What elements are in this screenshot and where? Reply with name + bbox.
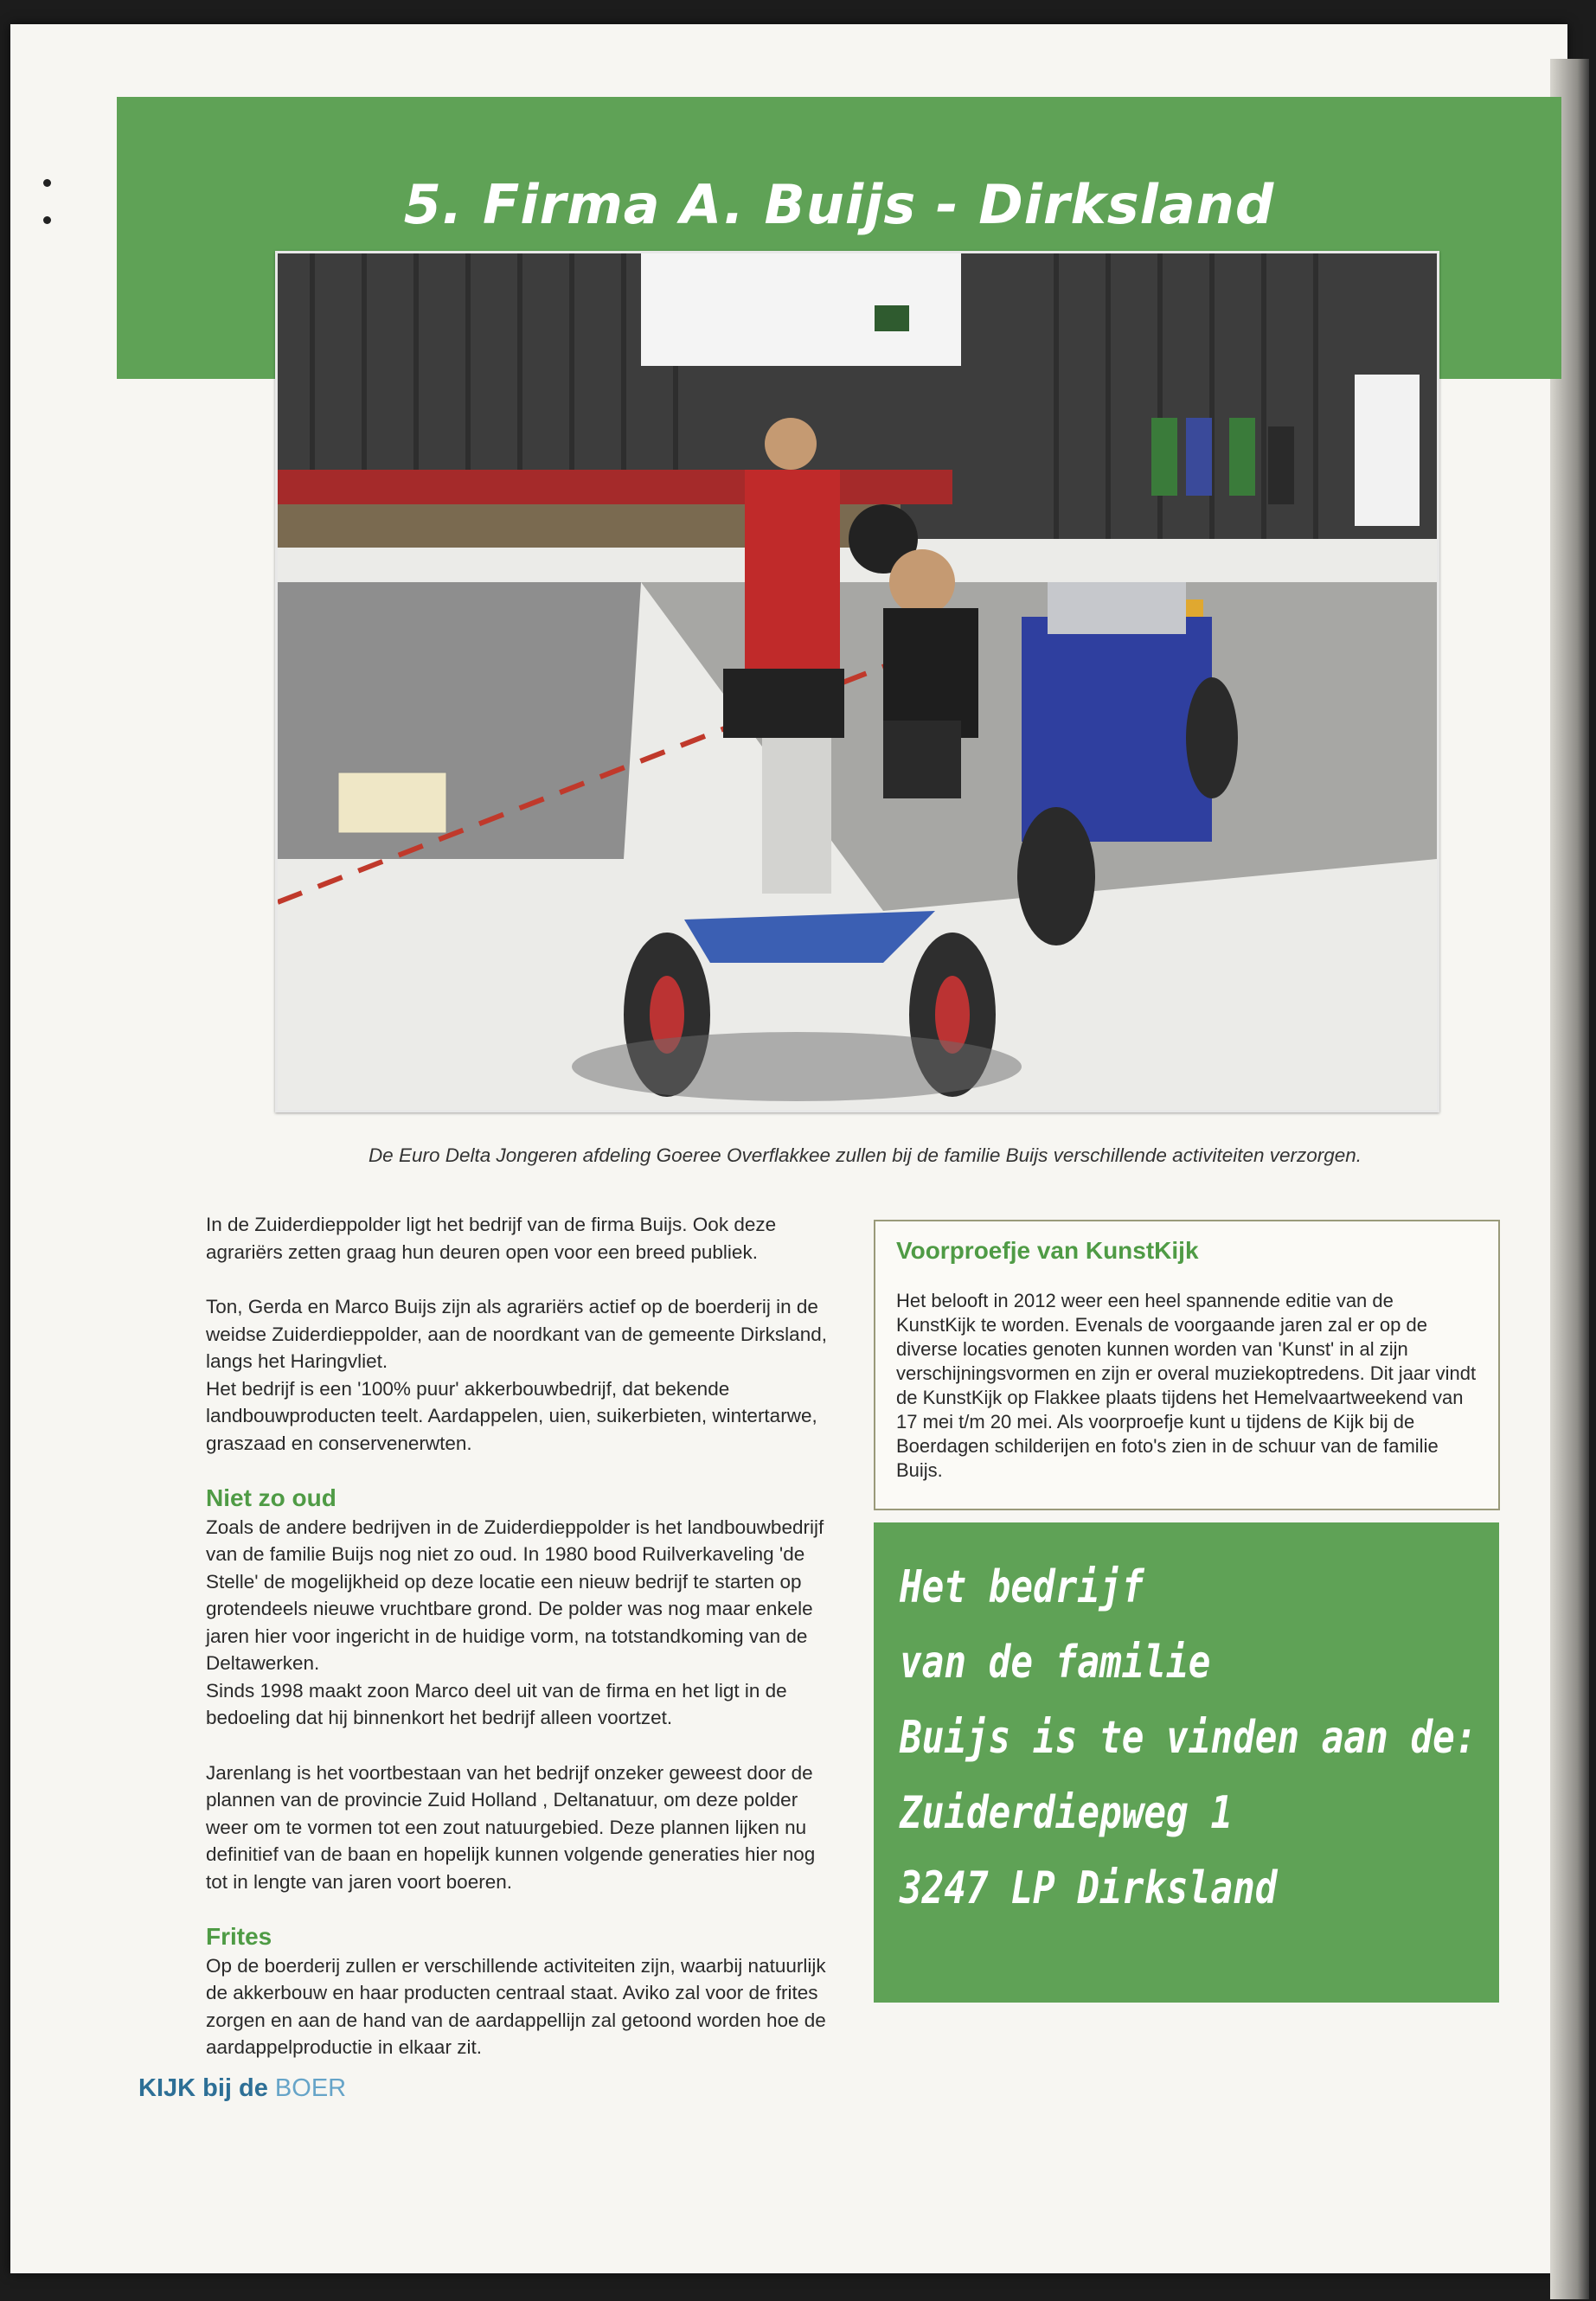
sidebar-text: Het belooft in 2012 weer een heel spannende editie van de KunstKijk te worden. Evenals de voorgaande jaren zal er op de diverse locaties genoten kunnen worden van 'Kunst' in al zijn verschijningsvormen en zijn er overal muziekoptredens. Dit jaar vindt de KunstKijk op Flakkee plaats tijdens het Hemelvaartweekend van 17 mei t/m 20 mei. Als voorproefje kunt u tijdens de Kijk bij de Boerdagen schilderijen en foto's zien in de schuur van de familie Buijs. — [896, 1290, 1477, 1481]
bullet-dot — [43, 216, 51, 224]
address-box — [874, 1522, 1499, 2003]
photo-illustration — [278, 253, 1437, 1110]
footer-boer: BOER — [274, 2074, 347, 2102]
sidebar-title: Voorproefje van KunstKijk — [896, 1237, 1199, 1264]
section-heading: Frites — [206, 1923, 272, 1950]
article-column — [206, 1211, 842, 2089]
paragraph: Ton, Gerda en Marco Buijs zijn als agrariërs actief op de boerderij in de weidse Zuiderdieppolder, aan de noordkant van de gemeente Dirksland, langs het Haringvliet. — [206, 1296, 827, 1372]
paragraph: In de Zuiderdieppolder ligt het bedrijf van de firma Buijs. Ook deze agrariërs zetten graag hun deuren open voor een breed publiek. — [206, 1214, 777, 1263]
footer-logo — [138, 2074, 346, 2103]
paragraph: Op de boerderij zullen er verschillende activiteiten zijn, waarbij natuurlijk de akkerbouw en haar producten centraal staat. Aviko zal voor de frites zorgen en aan de hand van de aardappellijn zal getoond worden hoe de aardappelproductie in elkaar zit. — [206, 1954, 826, 2058]
footer-kijk: KIJK bij de — [138, 2074, 268, 2102]
photo-caption: De Euro Delta Jongeren afdeling Goeree Overflakkee zullen bij de familie Buijs verschillende activiteiten verzorgen. — [368, 1144, 1362, 1166]
bullet-dot — [43, 179, 51, 187]
paragraph: Sinds 1998 maakt zoon Marco deel uit van de firma en het ligt in de bedoeling dat hij binnenkort het bedrijf alleen voortzet. — [206, 1679, 787, 1728]
section-heading: Niet zo oud — [206, 1484, 337, 1511]
page-title: 5. Firma A. Buijs - Dirksland — [403, 173, 1275, 236]
paragraph: Het bedrijf is een '100% puur' akkerbouwbedrijf, dat bekende landbouwproducten teelt. Aardappelen, uien, suikerbieten, wintertarwe, graszaad en conservenerwten. — [206, 1377, 817, 1454]
paragraph: Jarenlang is het voortbestaan van het bedrijf onzeker geweest door de plannen van de provincie Zuid Holland , Deltanatuur, om deze polder weer om te vormen tot een zout natuurgebied. Deze plannen lijken nu definitief van de baan en hopelijk kunnen volgende generaties hier nog tot in lengte van jaren voort boeren. — [206, 1761, 816, 1893]
paragraph: Zoals de andere bedrijven in de Zuiderdieppolder is het landbouwbedrijf van de familie Buijs nog niet zo oud. In 1980 bood Ruilverkaveling 'de Stelle' de mogelijkheid op deze locatie een nieuw bedrijf te starten op grotendeels nieuwe vruchtbare grond. De polder was nog maar enkele jaren hier voor ingericht in de huidige vorm, na totstandkoming van de Deltawerken. — [206, 1516, 824, 1674]
address-line: Zuiderdiepweg 1 — [900, 1787, 1234, 1839]
page-gutter — [1550, 59, 1589, 2299]
address-line: 3247 LP Dirksland — [900, 1862, 1278, 1914]
address-line: Buijs is te vinden aan de: — [900, 1712, 1477, 1764]
photo — [275, 251, 1439, 1112]
address-line: Het bedrijf — [900, 1561, 1144, 1613]
address-line: van de familie — [900, 1637, 1211, 1689]
sidebar-box — [874, 1220, 1500, 1510]
